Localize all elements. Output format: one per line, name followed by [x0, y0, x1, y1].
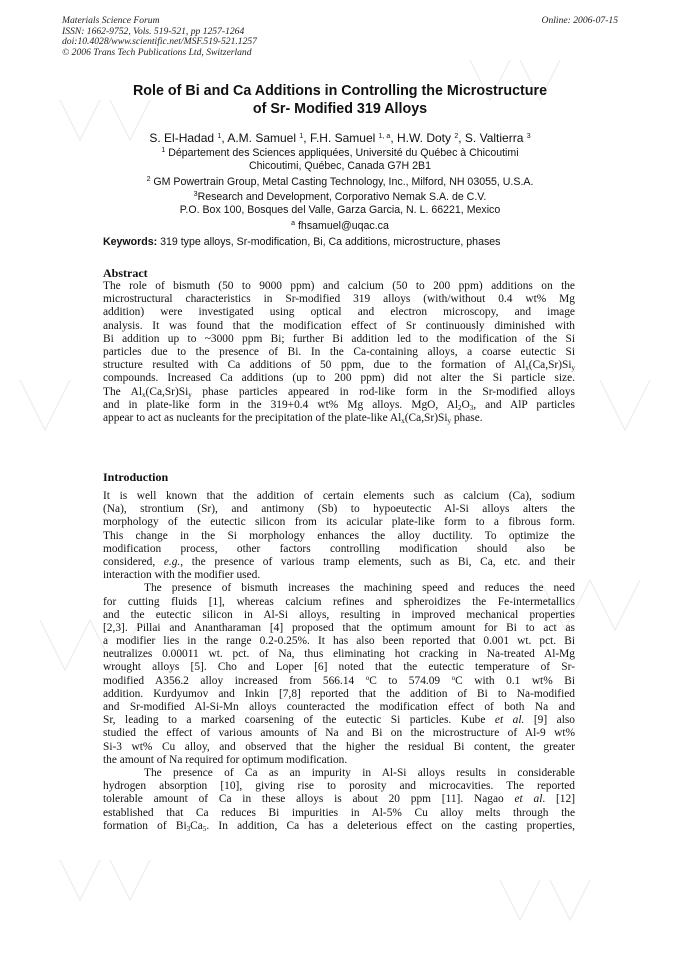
text-line: The $Al_x(Ca,Sr)Si_y$ phase particles appeared in rod-like form in the Sr-modified alloys	[103, 385, 575, 399]
text-line: tolerable amount of Ca in these alloys is about 20 ppm [11]. Nagao et al. [12]	[103, 793, 575, 806]
text-line: studied the effect of various amounts of Na and Bi on the microstructure of Al-9 wt%	[103, 727, 575, 740]
text-line: established that Ca reduces Bi impurities in Al-5% Cu alloy melts through the	[103, 806, 575, 819]
doi-line: doi:10.4028/www.scientific.net/MSF.519-521.1257	[62, 36, 257, 48]
keywords-line	[103, 236, 603, 249]
issn-line: ISSN: 1662-9752, Vols. 519-521, pp 1257-1264	[62, 25, 245, 37]
text-line: Si-3 wt% Cu alloy, and observed that the higher the residual Bi content, the greater	[103, 740, 575, 753]
text-line: appear to act as nucleants for the precipitation of the plate-like $Al_x(Ca,Sr)Si_y$ phase.	[103, 411, 483, 425]
text-line: Sr, leading to a marked coarsening of the eutectic Si particles. Kube et al. [9] also	[103, 714, 575, 727]
introduction-body	[103, 490, 575, 833]
author-affil-mark: 3	[526, 133, 531, 140]
affil-mark: 2	[146, 176, 151, 183]
text-line: addition) were investigated using optical and electron microscopy, and image	[103, 306, 575, 319]
email-mark: a	[291, 220, 296, 227]
publication-metadata	[62, 16, 618, 58]
author-sep: ,	[303, 131, 310, 145]
text-line: (Na), strontium (Sr), and antimony (Sb) to hypoeutectic Al-Si alloys alters the	[103, 503, 575, 516]
text-line: wrought alloys [5]. Cho and Loper [6] noted that the eutectic temperature of Sr-	[103, 661, 575, 674]
title-line-1: Role of Bi and Ca Additions in Controlling the Microstructure	[132, 83, 548, 99]
email-address[interactable]: fhsamuel@uqac.ca	[295, 220, 389, 232]
text-line: particles due to the presence of Bi. In the Ca-containing alloys, a coarse eutectic Si	[103, 345, 575, 358]
author-affil-mark: 1	[299, 133, 304, 140]
text-line: addition. Kurdyumov and Inkin [7,8] reported that the addition of Bi to Na-modified	[103, 687, 575, 700]
text-line: The presence of bismuth increases the machining speed and reduces the need	[144, 582, 575, 595]
author-sep: ,	[458, 131, 465, 145]
text-line: considered, e.g., the presence of various tramp elements, such as Bi, Ca, etc. and their	[103, 555, 575, 568]
text-line: [2,3]. Pillai and Anantharaman [4] proposed that the optimum amount for Bi to act as	[103, 621, 575, 634]
text-line: and Sr-modified Al-Si-Mn alloys counteracted the modification effect of both Na and	[103, 701, 575, 713]
affil-mark: 1	[161, 147, 166, 154]
text-line: interaction with the modifier used.	[103, 569, 261, 582]
keywords-label: Keywords:	[103, 236, 158, 248]
abstract-body	[103, 280, 575, 425]
affiliation-3	[80, 191, 600, 217]
author-name: S. El-Hadad	[149, 131, 218, 145]
author-name: H.W. Doty	[397, 131, 455, 145]
author-affil-mark: 1	[217, 133, 222, 140]
affil-mark: 3	[193, 191, 198, 198]
text-line: modification process, other factors controlling modification should also be	[103, 542, 575, 555]
text-line: structure resulted with Ca additions of 50 ppm, due to the formation of $Al_x(Ca,Sr)Si_y$	[103, 359, 575, 373]
affil-text: Chicoutimi, Québec, Canada G7H 2B1	[249, 160, 431, 172]
text-line: This change in the Si morphology enhances the alloy ductility. To optimize the	[103, 529, 575, 542]
text-line: formation of $Bi_3Ca_5$. In addition, Ca has a deleterious effect on the casting properties,	[103, 819, 575, 833]
affiliation-1	[80, 147, 600, 173]
text-line: The presence of Ca as an impurity in Al-Si alloys results in considerable	[144, 766, 575, 779]
text-line: modified A356.2 alloy increased from 566.14 $^o$C to 574.09 $^o$C with 0.1 wt% Bi	[103, 673, 576, 687]
author-affil-mark: 1, a	[378, 133, 391, 140]
keywords-text: 319 type alloys, Sr-modification, Bi, Ca additions, microstructure, phases	[157, 236, 501, 248]
author-affil-mark: 2	[454, 133, 459, 140]
text-line: and in plate-like form in the 319+0.4 wt% Mg alloys. MgO, $Al_2O_3$, and AlP particles	[103, 398, 575, 412]
text-line: hydrogen absorption [10], giving rise to porosity and microcavities. The reported	[103, 780, 575, 793]
journal-name: Materials Science Forum	[62, 15, 160, 26]
text-line: the amount of Na required for optimum modification.	[103, 753, 348, 766]
abstract-heading: Abstract	[103, 266, 148, 280]
title-line-2: of Sr- Modified 319 Alloys	[252, 101, 428, 117]
corresponding-email	[80, 220, 600, 233]
text-line: for cutting fluids [1], whereas calcium refines and spheroidizes the Fe-intermetallics	[103, 595, 575, 608]
affil-text: GM Powertrain Group, Metal Casting Technology, Inc., Milford, NH 03055, U.S.A.	[150, 176, 534, 188]
text-line: analysis. It was found that the modification effect of Sr continuously diminished with	[103, 319, 575, 332]
author-sep: ,	[390, 131, 397, 145]
introduction-heading: Introduction	[103, 470, 169, 484]
affil-text: Département des Sciences appliquées, Université du Québec à Chicoutimi	[165, 147, 519, 159]
author-list	[80, 131, 600, 145]
text-line: compounds. Increased Ca additions (up to 200 ppm) did not alter the Si particle size.	[103, 372, 575, 385]
paper-title	[90, 82, 590, 118]
author-sep: ,	[221, 131, 228, 145]
author-name: S. Valtierra	[464, 131, 527, 145]
text-line: microstructural characteristics in Sr-modified 319 alloys (with/without 0.4 wt% Mg	[103, 293, 575, 306]
text-line: morphology of the eutectic silicon from its acicular plate-like form to a fibrous form.	[103, 516, 575, 529]
author-name: F.H. Samuel	[309, 131, 379, 145]
text-line: and the eutectic silicon in Al-Si alloys, resulting in improved mechanical properties	[103, 608, 575, 621]
text-line: neutralizes 0.00011 wt. pct. of Na, thus eliminating hot cracking in Na-treated Al-Mg	[103, 648, 575, 661]
text-line: a modifier lies in the range 0.2-0.25%. It has also been reported that 0.001 wt. pct. Bi	[103, 635, 575, 648]
affiliation-2	[80, 176, 600, 189]
affil-text: Research and Development, Corporativo Nemak S.A. de C.V.	[197, 191, 487, 203]
affil-text: P.O. Box 100, Bosques del Valle, Garza Garcia, N. L. 66221, Mexico	[179, 204, 501, 216]
online-date: Online: 2006-07-15	[541, 15, 618, 26]
author-name: A.M. Samuel	[227, 131, 300, 145]
text-line: The role of bismuth (50 to 9000 ppm) and calcium (50 to 200 ppm) additions on the	[103, 280, 575, 292]
text-line: Bi addition up to ~3000 ppm Bi; further Bi addition led to the modification of the Si	[103, 332, 575, 345]
text-line: It is well known that the addition of certain elements such as calcium (Ca), sodium	[103, 490, 575, 502]
copyright-line: © 2006 Trans Tech Publications Ltd, Switzerland	[62, 46, 252, 58]
